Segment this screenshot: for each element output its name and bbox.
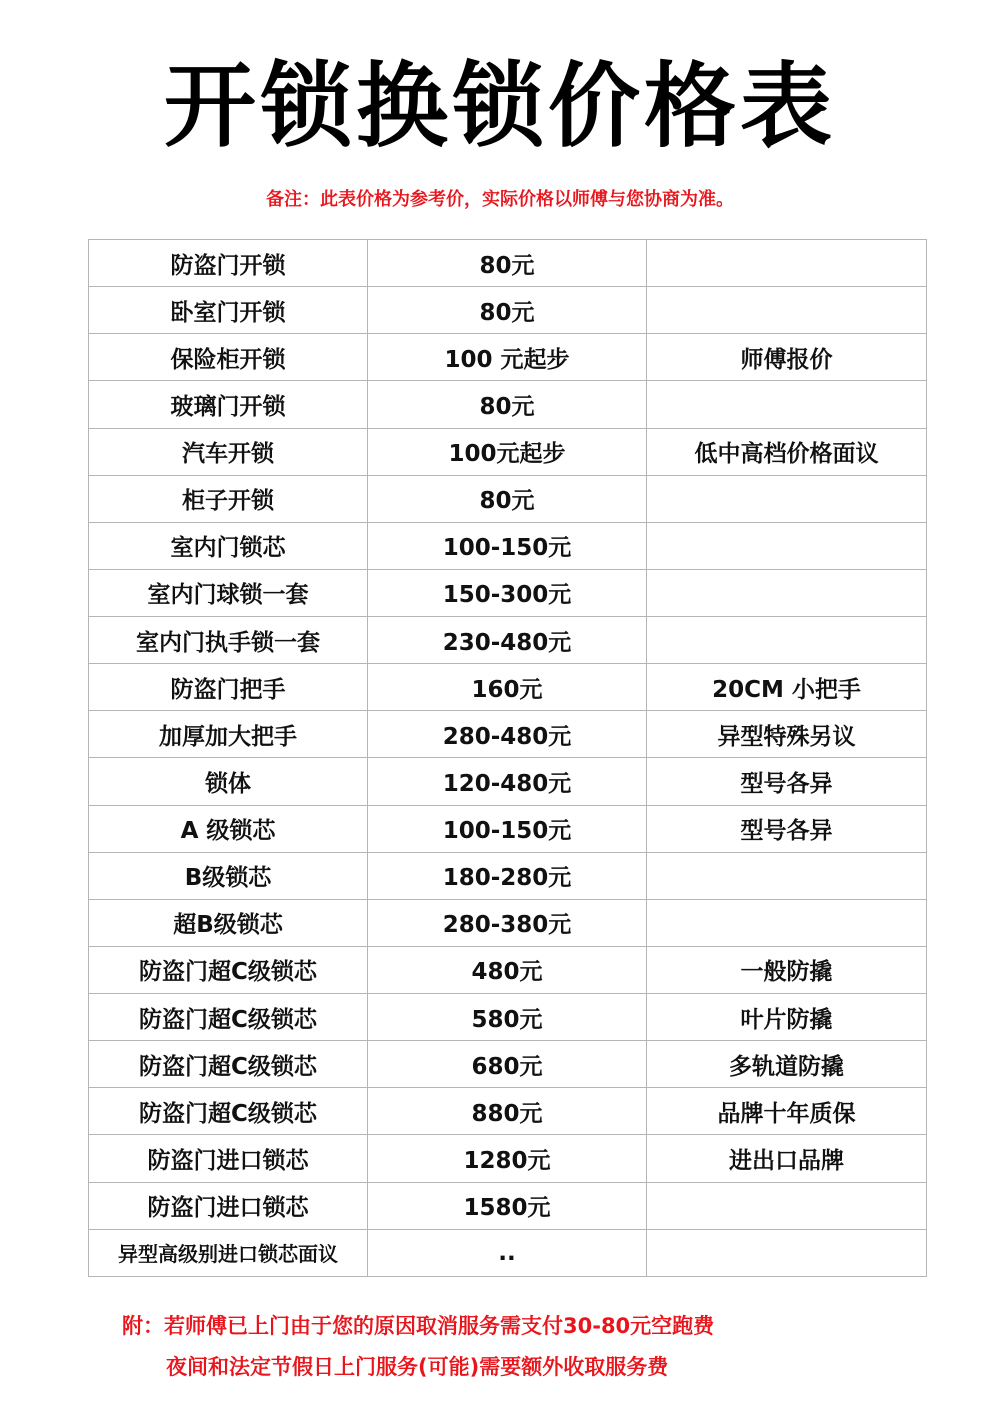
cell-item: 室内门球锁一套	[89, 569, 368, 616]
table-row	[89, 946, 927, 993]
table-row	[89, 664, 927, 711]
cell-price: 160元	[368, 664, 647, 711]
footer-holiday-fee: 夜间和法定节假日上门服务(可能)需要额外收取服务费	[166, 1355, 669, 1379]
cell-remark	[647, 1182, 927, 1229]
cell-price: 680元	[368, 1041, 647, 1088]
cell-remark: 20CM 小把手	[647, 664, 927, 711]
cell-price: 80元	[368, 381, 647, 428]
cell-price: 280-480元	[368, 711, 647, 758]
cell-price: 180-280元	[368, 852, 647, 899]
cell-remark	[647, 1229, 927, 1276]
cell-price: 280-380元	[368, 899, 647, 946]
table-row	[89, 617, 927, 664]
cell-item: 卧室门开锁	[89, 287, 368, 334]
cell-remark: 一般防撬	[647, 946, 927, 993]
table-row	[89, 428, 927, 475]
cell-remark: 品牌十年质保	[647, 1088, 927, 1135]
footer-cancel-fee: 附：若师傅已上门由于您的原因取消服务需支付30-80元空跑费	[122, 1314, 715, 1338]
cell-remark	[647, 617, 927, 664]
page-title: 开锁换锁价格表	[163, 53, 836, 160]
cell-remark: 型号各异	[647, 805, 927, 852]
price-table-body	[89, 240, 927, 1277]
table-row	[89, 805, 927, 852]
cell-item: 异型高级别进口锁芯面议	[89, 1229, 368, 1276]
table-row	[89, 240, 927, 287]
cell-remark	[647, 522, 927, 569]
cell-remark	[647, 569, 927, 616]
cell-price: 120-480元	[368, 758, 647, 805]
cell-item: 保险柜开锁	[89, 334, 368, 381]
cell-item: 防盗门进口锁芯	[89, 1135, 368, 1182]
cell-remark	[647, 899, 927, 946]
table-row	[89, 381, 927, 428]
table-row	[89, 287, 927, 334]
cell-item: 室内门锁芯	[89, 522, 368, 569]
cell-remark: 型号各异	[647, 758, 927, 805]
cell-price: 580元	[368, 994, 647, 1041]
cell-remark	[647, 240, 927, 287]
cell-price: 480元	[368, 946, 647, 993]
cell-remark: 异型特殊另议	[647, 711, 927, 758]
table-row	[89, 899, 927, 946]
cell-price: 100 元起步	[368, 334, 647, 381]
cell-item: 防盗门超C级锁芯	[89, 1041, 368, 1088]
cell-remark: 叶片防撬	[647, 994, 927, 1041]
cell-price: 100元起步	[368, 428, 647, 475]
table-row	[89, 1182, 927, 1229]
table-row	[89, 852, 927, 899]
cell-remark	[647, 381, 927, 428]
cell-item: 超B级锁芯	[89, 899, 368, 946]
cell-price: ..	[368, 1229, 647, 1276]
table-row	[89, 711, 927, 758]
cell-remark: 进出口品牌	[647, 1135, 927, 1182]
cell-remark	[647, 287, 927, 334]
cell-item: 防盗门开锁	[89, 240, 368, 287]
cell-item: 柜子开锁	[89, 475, 368, 522]
table-row	[89, 1135, 927, 1182]
cell-price: 100-150元	[368, 522, 647, 569]
cell-remark	[647, 475, 927, 522]
cell-price: 100-150元	[368, 805, 647, 852]
cell-price: 80元	[368, 240, 647, 287]
cell-price: 1280元	[368, 1135, 647, 1182]
table-row	[89, 1088, 927, 1135]
cell-price: 230-480元	[368, 617, 647, 664]
cell-item: 锁体	[89, 758, 368, 805]
cell-item: 加厚加大把手	[89, 711, 368, 758]
table-row	[89, 334, 927, 381]
cell-item: 防盗门把手	[89, 664, 368, 711]
cell-item: 汽车开锁	[89, 428, 368, 475]
cell-remark: 多轨道防撬	[647, 1041, 927, 1088]
cell-item: B级锁芯	[89, 852, 368, 899]
cell-remark: 师傅报价	[647, 334, 927, 381]
price-table	[88, 239, 927, 1277]
table-row	[89, 1229, 927, 1276]
cell-item: 防盗门进口锁芯	[89, 1182, 368, 1229]
cell-item: 防盗门超C级锁芯	[89, 994, 368, 1041]
cell-remark: 低中高档价格面议	[647, 428, 927, 475]
cell-item: A 级锁芯	[89, 805, 368, 852]
cell-item: 玻璃门开锁	[89, 381, 368, 428]
price-note: 备注：此表价格为参考价，实际价格以师傅与您协商为准。	[266, 189, 734, 210]
table-row	[89, 569, 927, 616]
cell-price: 80元	[368, 475, 647, 522]
cell-price: 1580元	[368, 1182, 647, 1229]
cell-remark	[647, 852, 927, 899]
table-row	[89, 994, 927, 1041]
cell-price: 150-300元	[368, 569, 647, 616]
cell-item: 室内门执手锁一套	[89, 617, 368, 664]
table-row	[89, 758, 927, 805]
table-row	[89, 475, 927, 522]
cell-item: 防盗门超C级锁芯	[89, 946, 368, 993]
cell-price: 80元	[368, 287, 647, 334]
table-row	[89, 1041, 927, 1088]
cell-item: 防盗门超C级锁芯	[89, 1088, 368, 1135]
table-row	[89, 522, 927, 569]
cell-price: 880元	[368, 1088, 647, 1135]
